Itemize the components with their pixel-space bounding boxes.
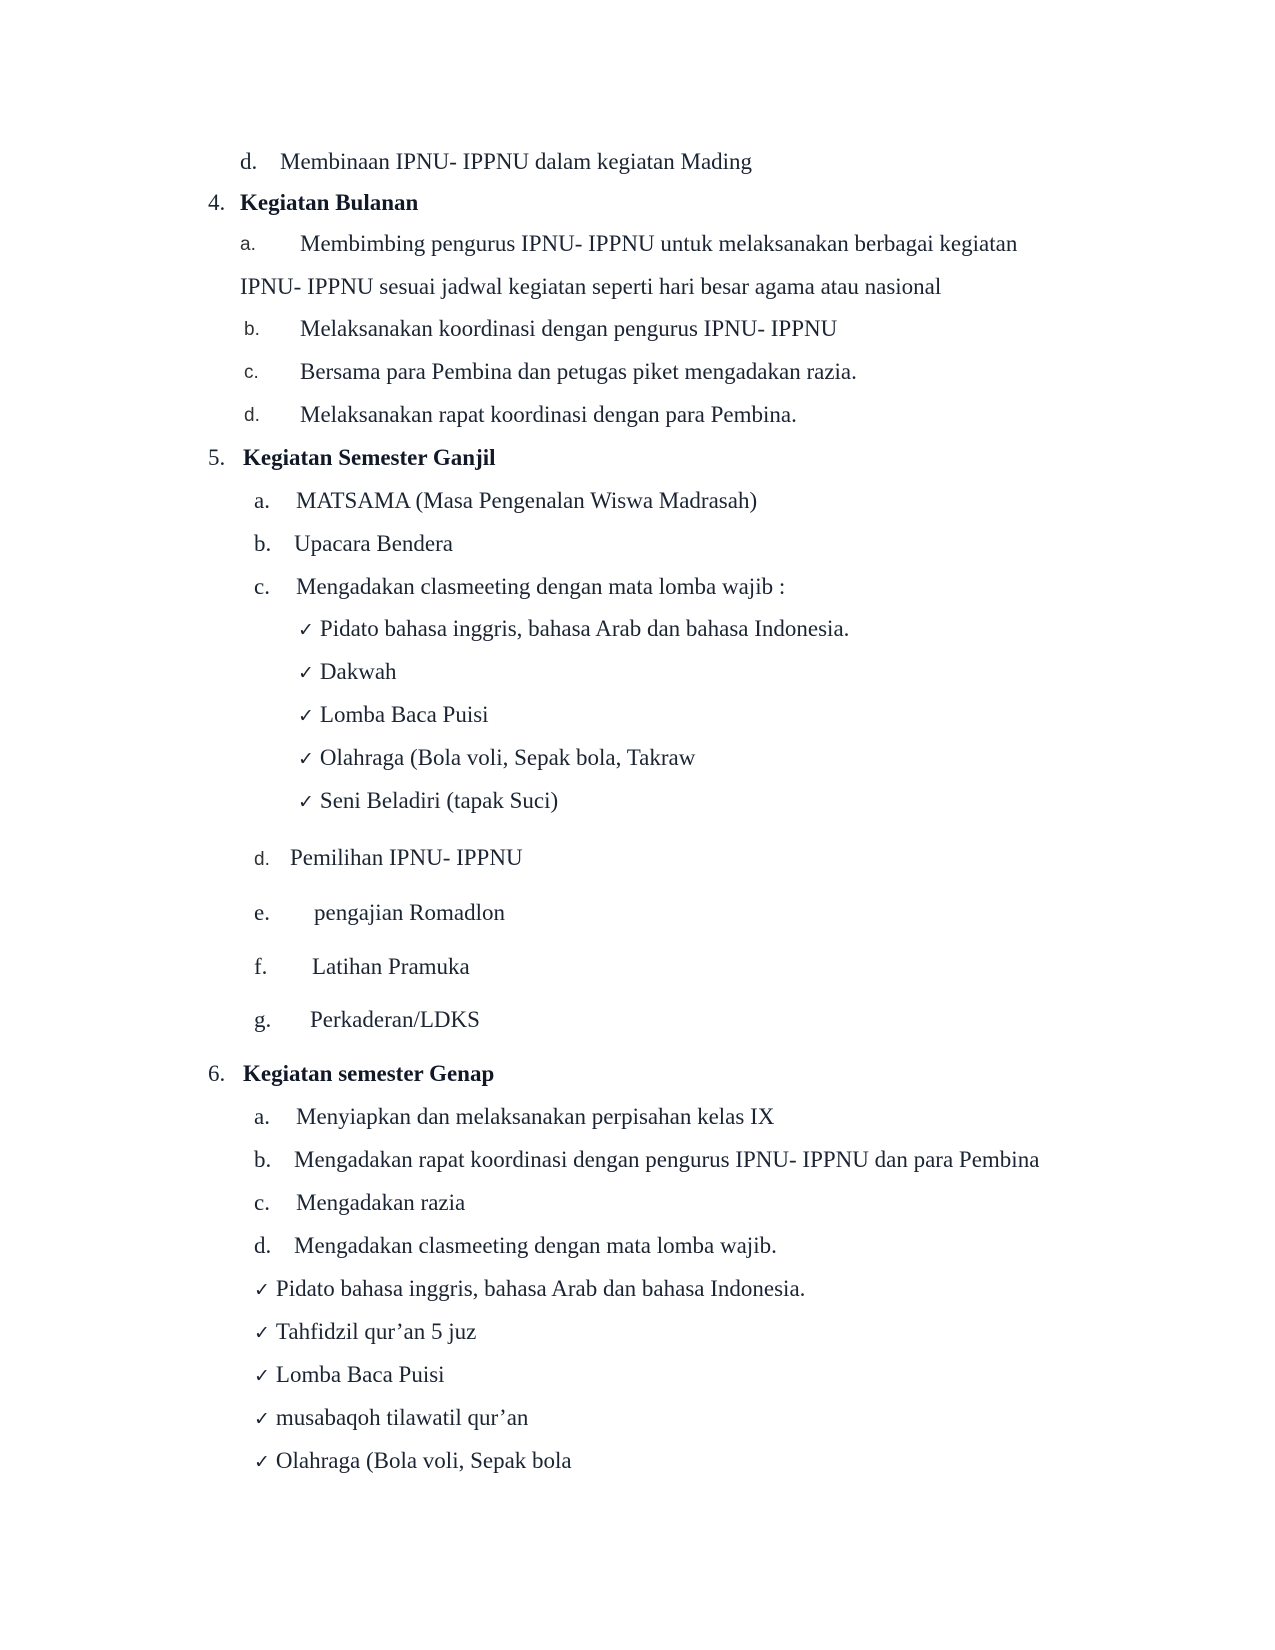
item-label: d. [240,149,258,174]
item-label: d. [254,1233,272,1258]
item-label: c. [254,1190,270,1215]
item-label: a. [254,1104,270,1129]
check-item: ✓ Olahraga (Bola voli, Sepak bola, Takraw [298,745,696,770]
section-title: Kegiatan semester Genap [243,1061,495,1086]
item-text: Pemilihan IPNU- IPPNU [290,845,523,870]
section-number: 6. [208,1061,226,1086]
item-label: d. [254,849,270,870]
check-item: ✓ musabaqoh tilawatil qur’an [254,1405,529,1430]
item-label: b. [254,531,272,556]
item-label: a. [254,488,270,513]
item-text: Membinaan IPNU- IPPNU dalam kegiatan Mading [280,149,753,174]
check-icon: ✓ [254,1365,270,1387]
item-text: Upacara Bendera [294,531,453,556]
item-text: Mengadakan rapat koordinasi dengan pengurus IPNU- IPPNU dan para Pembina [294,1147,1040,1172]
check-icon: ✓ [298,619,314,641]
item-text: Mengadakan razia [296,1190,466,1215]
section-title: Kegiatan Bulanan [240,190,419,215]
item-label: d. [244,405,260,426]
item-text: Mengadakan clasmeeting dengan mata lomba wajib : [296,574,786,599]
item-text: Menyiapkan dan melaksanakan perpisahan kelas IX [296,1104,775,1129]
section-title: Kegiatan Semester Ganjil [243,445,496,470]
item-label: f. [254,954,268,979]
check-item: ✓ Lomba Baca Puisi [254,1362,445,1387]
item-text: Mengadakan clasmeeting dengan mata lomba wajib. [294,1233,777,1258]
item-text: pengajian Romadlon [314,900,505,925]
item-label: c. [244,362,259,383]
item-text: Bersama para Pembina dan petugas piket mengadakan razia. [300,359,857,384]
check-icon: ✓ [298,791,314,813]
item-label: g. [254,1007,272,1032]
item-text: Perkaderan/LDKS [310,1007,480,1032]
item-text: Melaksanakan rapat koordinasi dengan para Pembina. [300,402,797,427]
section-number: 5. [208,445,226,470]
check-icon: ✓ [254,1408,270,1430]
check-item: ✓ Seni Beladiri (tapak Suci) [298,788,559,813]
item-text-continued: IPNU- IPPNU sesuai jadwal kegiatan seperti hari besar agama atau nasional [240,274,942,299]
item-text: MATSAMA (Masa Pengenalan Wiswa Madrasah) [296,488,758,513]
check-item: ✓ Tahfidzil qur’an 5 juz [254,1319,477,1344]
item-label: b. [244,319,260,340]
item-label: c. [254,574,270,599]
section-number: 4. [208,190,226,215]
check-item: ✓ Lomba Baca Puisi [298,702,489,727]
check-item: ✓ Dakwah [298,659,397,684]
check-icon: ✓ [298,662,314,684]
check-icon: ✓ [254,1322,270,1344]
check-icon: ✓ [298,705,314,727]
item-label: b. [254,1147,272,1172]
check-item: ✓ Pidato bahasa inggris, bahasa Arab dan bahasa Indonesia. [254,1276,806,1301]
check-icon: ✓ [298,748,314,770]
item-text: Melaksanakan koordinasi dengan pengurus IPNU- IPPNU [300,316,838,341]
check-icon: ✓ [254,1279,270,1301]
check-item: ✓ Olahraga (Bola voli, Sepak bola [254,1448,572,1473]
item-text: Membimbing pengurus IPNU- IPPNU untuk melaksanakan berbagai kegiatan [300,231,1018,256]
item-label: a. [240,234,256,255]
item-text: Latihan Pramuka [312,954,470,979]
check-item: ✓ Pidato bahasa inggris, bahasa Arab dan bahasa Indonesia. [298,616,850,641]
check-icon: ✓ [254,1451,270,1473]
item-label: e. [254,900,270,925]
